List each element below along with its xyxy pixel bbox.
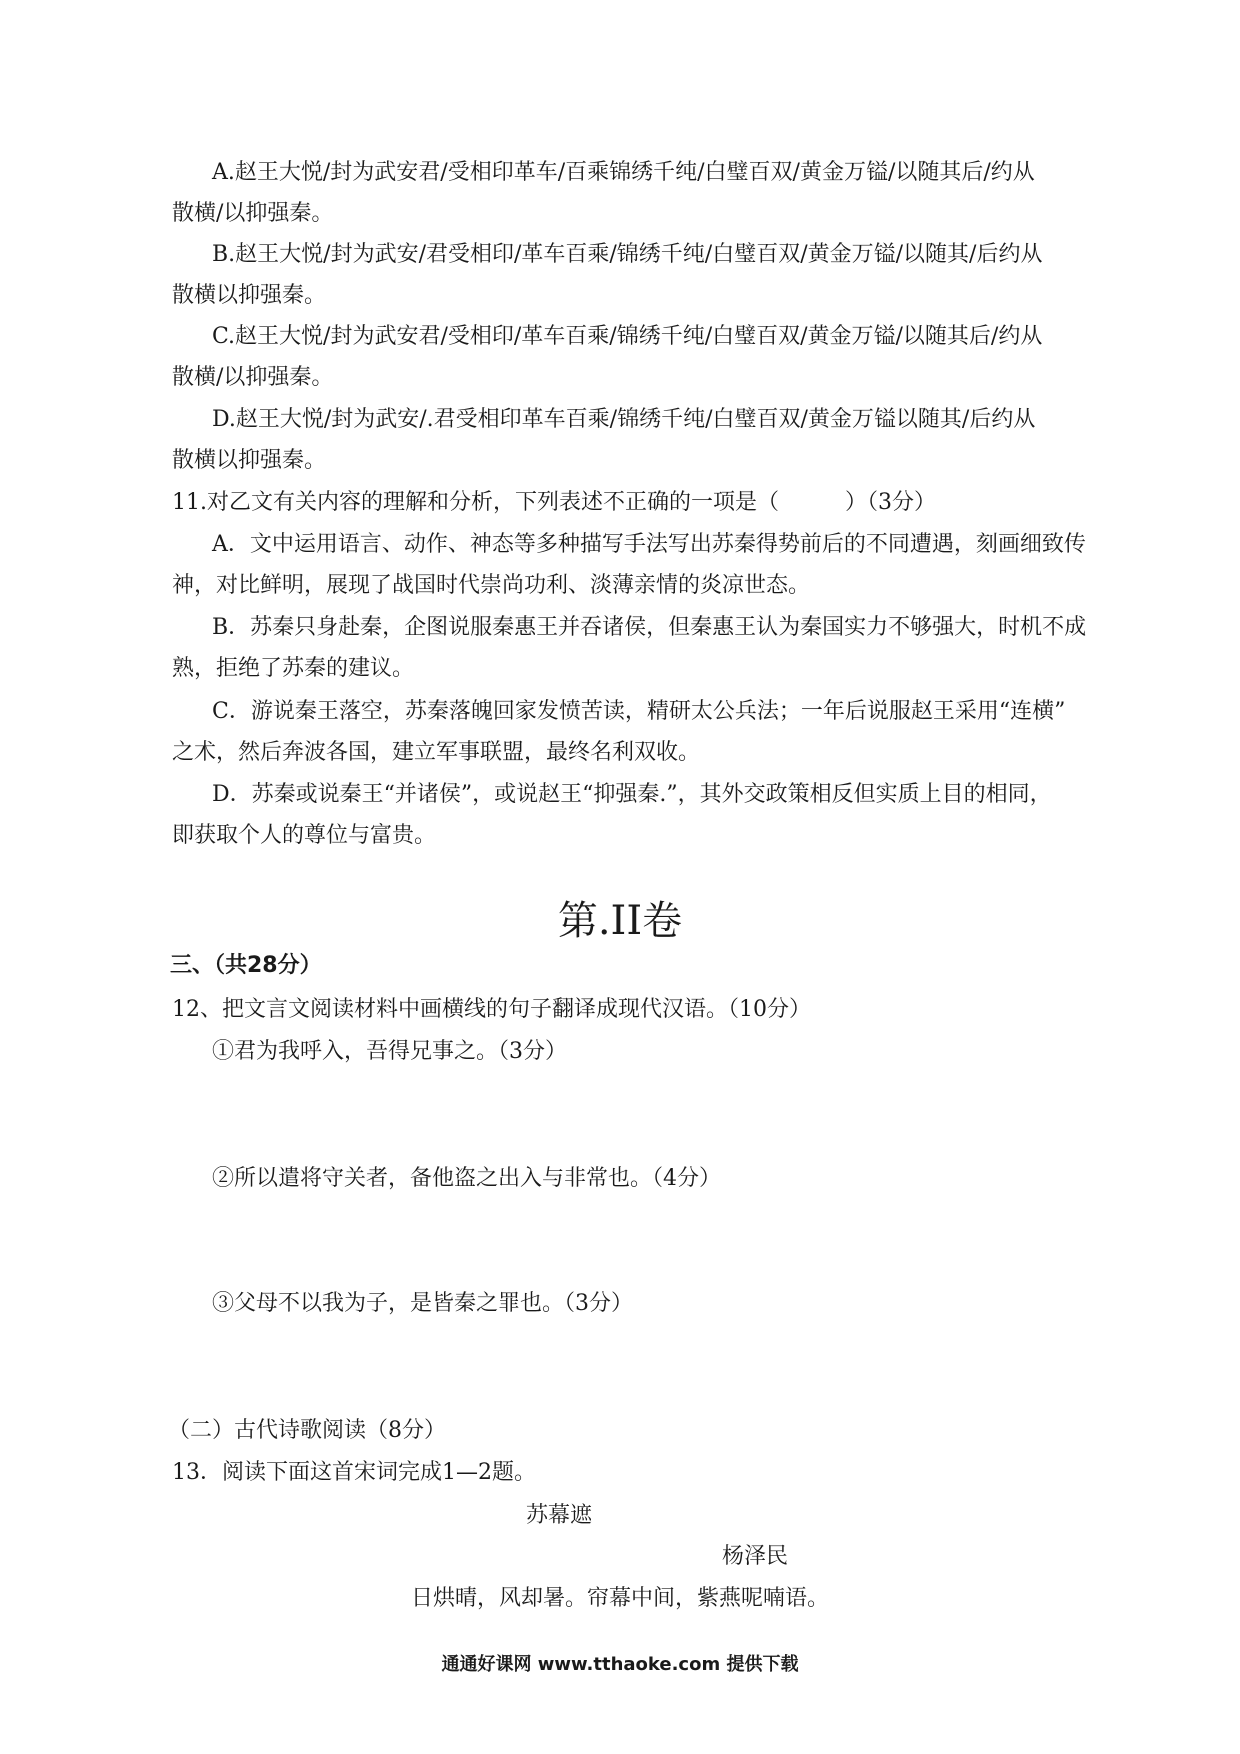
q10-option-b-line1: B.赵王大悦/封为武安/君受相印/革车百乘/锦绣千纯/白璧百双/黄金万镒/以随其/后约从: [212, 242, 1043, 267]
poem-author: 杨泽民: [722, 1544, 789, 1569]
q11-option-a-line1: A．文中运用语言、动作、神态等多种描写手法写出苏秦得势前后的不同遭遇，刻画细致传: [212, 532, 1086, 557]
q10-option-c-line2: 散横/以抑强秦。: [172, 365, 334, 390]
q10-option-b-line2: 散横以抑强秦。: [172, 283, 327, 308]
q10-option-d-line1: D.赵王大悦/封为武安/.君受相印革车百乘/锦绣千纯/白璧百双/黄金万镒以随其/后约从: [212, 407, 1036, 432]
q11-option-c-line1: C．游说秦王落空，苏秦落魄回家发愤苦读，精研太公兵法；一年后说服赵王采用“连横”: [212, 699, 1066, 724]
q13-stem: 13．阅读下面这首宋词完成1—2题。: [172, 1460, 536, 1485]
q11-option-a-line2: 神，对比鲜明，展现了战国时代崇尚功利、淡薄亲情的炎凉世态。: [172, 573, 811, 598]
q12-stem: 12、把文言文阅读材料中画横线的句子翻译成现代汉语。（10分）: [172, 997, 811, 1022]
q12-item-3: ③父母不以我为子，是皆秦之罪也。（3分）: [212, 1291, 633, 1316]
q12-item-1: ①君为我呼入，吾得兄事之。（3分）: [212, 1039, 567, 1064]
footer-source: 通通好课网 www.tthaoke.com 提供下载: [441, 1654, 799, 1675]
q11-option-b-line1: B．苏秦只身赴秦，企图说服秦惠王并吞诸侯，但秦惠王认为秦国实力不够强大，时机不成: [212, 615, 1087, 640]
q10-option-a-line1: A.赵王大悦/封为武安君/受相印革车/百乘锦绣千纯/白璧百双/黄金万镒/以随其后/约从: [212, 160, 1035, 185]
poetry-heading: （二）古代诗歌阅读（8分）: [168, 1418, 446, 1443]
q11-option-b-line2: 熟，拒绝了苏秦的建议。: [172, 656, 415, 681]
q10-option-a-line2: 散横/以抑强秦。: [172, 201, 334, 226]
q10-option-d-line2: 散横以抑强秦。: [172, 448, 327, 473]
q11-option-c-line2: 之术，然后奔波各国，建立军事联盟，最终名利双收。: [172, 740, 701, 765]
q11-stem: 11.对乙文有关内容的理解和分析，下列表述不正确的一项是（ ）（3分）: [172, 490, 936, 515]
q11-option-d-line2: 即获取个人的尊位与富贵。: [172, 823, 437, 848]
part3-heading: 三、（共28分）: [170, 953, 322, 978]
poem-title: 苏幕遮: [526, 1503, 593, 1528]
poem-line-1: 日烘晴，风却暑。帘幕中间，紫燕呢喃语。: [410, 1586, 829, 1611]
q11-option-d-line1: D．苏秦或说秦王“并诸侯”，或说赵王“抑强秦.”，其外交政策相反但实质上目的相同，: [212, 782, 1052, 807]
q10-option-c-line1: C.赵王大悦/封为武安君/受相印/革车百乘/锦绣千纯/白璧百双/黄金万镒/以随其后/约从: [212, 324, 1043, 349]
section-title: 第.II卷: [557, 898, 683, 944]
q12-item-2: ②所以遣将守关者，备他盗之出入与非常也。（4分）: [212, 1166, 721, 1191]
